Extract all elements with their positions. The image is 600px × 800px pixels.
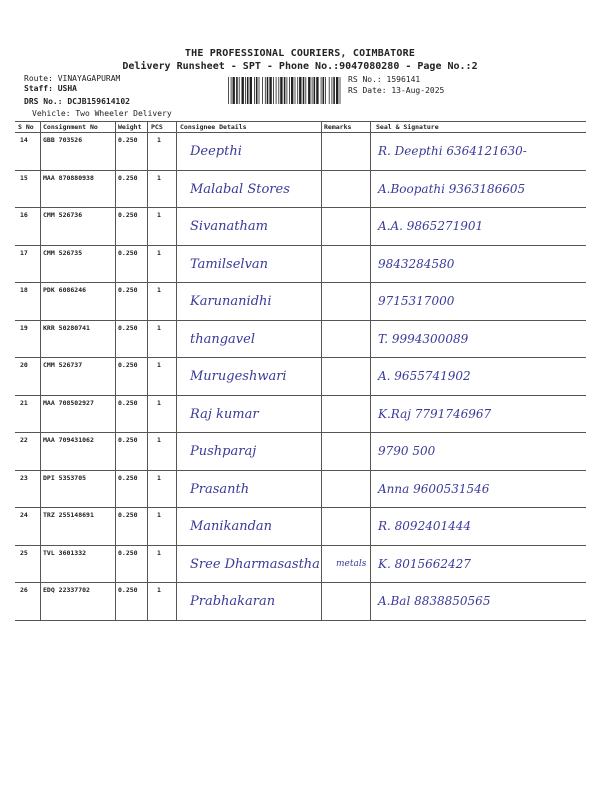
row-consignee: Malabal Stores (190, 181, 290, 197)
row-pcs: 1 (157, 136, 161, 144)
col-remarks: Remarks (324, 123, 352, 131)
row-consignee: thangavel (190, 331, 255, 347)
row-sno: 16 (20, 211, 28, 219)
row-weight: 0.250 (118, 436, 138, 444)
row-sno: 21 (20, 398, 28, 407)
row-weight: 0.250 (118, 211, 138, 219)
row-pcs: 1 (157, 248, 161, 257)
row-pcs: 1 (157, 211, 161, 219)
row-consignment: CMM 526736 (43, 211, 83, 219)
row-signature: A.Boopathi 9363186605 (378, 181, 526, 196)
row-sno: 15 (20, 173, 28, 182)
row-sno: 24 (20, 511, 28, 519)
row-weight: 0.250 (118, 586, 138, 594)
row-signature: 9790 500 (378, 444, 436, 458)
row-sno: 22 (20, 436, 28, 444)
col-sno: S No (18, 123, 34, 131)
row-signature: 9843284580 (378, 256, 455, 271)
row-weight: 0.250 (118, 548, 138, 557)
row-consignment: MAA 870880938 (43, 173, 94, 182)
row-consignment: MAA 708502927 (43, 398, 94, 407)
row-weight: 0.250 (118, 173, 138, 182)
row-signature: R. 8092401444 (378, 519, 472, 533)
row-consignee: Sivanatham (190, 219, 268, 234)
row-signature: A.Bal 8838850565 (378, 594, 491, 608)
drs-number: DRS No.: DCJB159614102 (24, 97, 130, 106)
rs-date: RS Date: 13-Aug-2025 (348, 86, 445, 95)
row-consignment: KRR 50280741 (43, 323, 90, 332)
row-weight: 0.250 (118, 323, 138, 332)
row-weight: 0.250 (118, 473, 138, 482)
col-consignment: Consignment No (43, 123, 98, 131)
row-consignment: CMM 526735 (43, 248, 83, 257)
row-pcs: 1 (157, 436, 161, 444)
row-pcs: 1 (157, 286, 161, 294)
row-consignee: Sree Dharmasastha (190, 556, 320, 572)
row-weight: 0.250 (118, 511, 138, 519)
row-consignee: Prasanth (190, 481, 250, 497)
row-remark: metals (336, 558, 367, 569)
row-sno: 26 (20, 586, 28, 594)
row-consignment: CMM 526737 (43, 361, 83, 369)
col-signature: Seal & Signature (376, 123, 439, 131)
row-sno: 25 (20, 548, 28, 557)
row-sno: 23 (20, 473, 28, 482)
row-signature: Anna 9600531546 (378, 481, 490, 496)
row-consignment: MAA 709431062 (43, 436, 94, 444)
row-weight: 0.250 (118, 286, 138, 294)
row-consignee: Karunanidhi (190, 294, 272, 309)
row-signature: K. 8015662427 (378, 556, 471, 571)
row-consignment: GBB 703526 (43, 136, 83, 144)
row-pcs: 1 (157, 361, 161, 369)
row-consignee: Pushparaj (190, 444, 257, 459)
row-signature: K.Raj 7791746967 (378, 406, 492, 421)
row-sno: 20 (20, 361, 28, 369)
row-signature: A. 9655741902 (378, 369, 471, 383)
staff-label: Staff: USHA (24, 84, 77, 93)
row-sno: 17 (20, 248, 28, 257)
vehicle-label: Vehicle: Two Wheeler Delivery (32, 109, 172, 118)
barcode-icon (228, 77, 341, 104)
row-weight: 0.250 (118, 398, 138, 407)
row-pcs: 1 (157, 323, 161, 332)
row-sno: 18 (20, 286, 28, 294)
row-consignment: DPI 5353705 (43, 473, 87, 482)
row-weight: 0.250 (118, 361, 138, 369)
row-consignee: Murugeshwari (190, 369, 287, 384)
row-pcs: 1 (157, 586, 161, 594)
row-pcs: 1 (157, 398, 161, 407)
row-pcs: 1 (157, 548, 161, 557)
row-signature: T. 9994300089 (378, 331, 469, 346)
row-consignee: Tamilselvan (190, 256, 269, 272)
row-consignment: TRZ 255148691 (43, 511, 94, 519)
row-pcs: 1 (157, 173, 161, 182)
row-consignment: EDQ 22337702 (43, 586, 90, 594)
runsheet-title: Delivery Runsheet - SPT - Phone No.:9047080280 - Page No.:2 (122, 61, 478, 72)
row-consignee: Deepthi (190, 144, 242, 159)
row-sno: 14 (20, 136, 28, 144)
col-consignee: Consignee Details (180, 123, 247, 131)
company-title: THE PROFESSIONAL COURIERS, COIMBATORE (184, 48, 416, 59)
col-weight: Weight (118, 123, 142, 131)
row-signature: 9715317000 (378, 294, 455, 308)
row-signature: R. Deepthi 6364121630- (378, 144, 527, 158)
row-weight: 0.250 (118, 136, 138, 144)
route-label: Route: VINAYAGAPURAM (24, 74, 121, 83)
row-consignee: Manikandan (190, 519, 273, 534)
row-consignee: Raj kumar (190, 406, 259, 422)
row-consignee: Prabhakaran (190, 594, 276, 609)
row-signature: A.A. 9865271901 (378, 219, 484, 233)
row-weight: 0.250 (118, 248, 138, 257)
row-pcs: 1 (157, 473, 161, 482)
row-sno: 19 (20, 323, 28, 332)
row-consignment: TVL 3601332 (43, 548, 87, 557)
row-consignment: PDK 6086246 (43, 286, 87, 294)
row-pcs: 1 (157, 511, 161, 519)
col-pcs: PCS (151, 123, 163, 131)
rs-number: RS No.: 1596141 (348, 75, 421, 84)
